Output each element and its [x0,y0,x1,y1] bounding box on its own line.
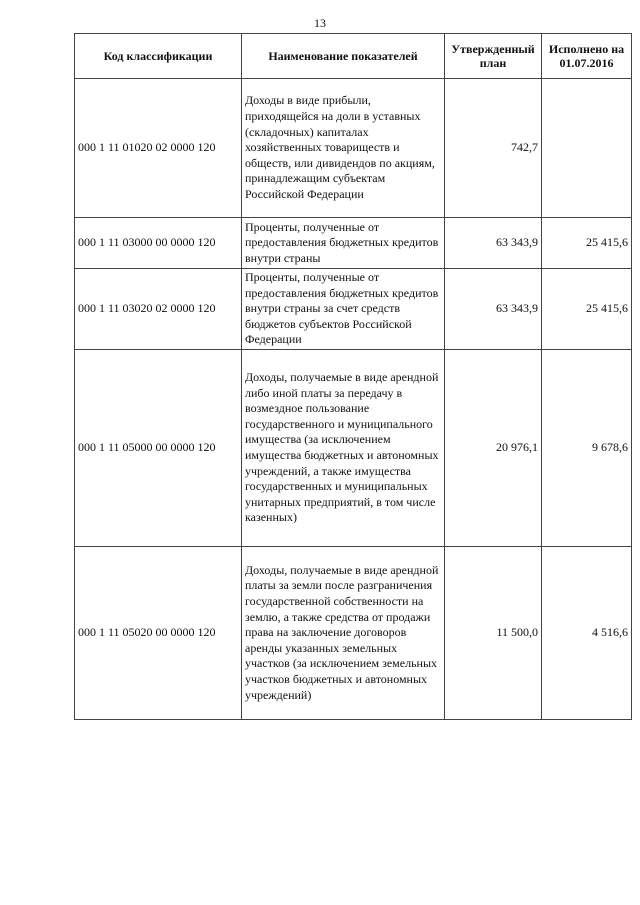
row-executed [542,79,632,218]
row-executed: 25 415,6 [542,218,632,269]
page-number: 13 [314,16,326,30]
row-code: 000 1 11 03000 00 0000 120 [75,218,242,269]
row-code: 000 1 11 01020 02 0000 120 [75,79,242,218]
header-executed: Исполнено на 01.07.2016 [542,34,632,79]
row-plan: 20 976,1 [445,349,542,546]
row-executed: 9 678,6 [542,349,632,546]
header-name: Наименование показателей [242,34,445,79]
row-plan: 63 343,9 [445,269,542,350]
row-name: Доходы, получаемые в виде арендной платы за земли после разграничения государственной собственности на землю, а также средства от продажи права на заключение договоров аренды указанных земельных участков (за исключением земельных участков бюджетных и автономных учреждений) [242,546,445,719]
table-row [75,269,632,350]
row-executed: 4 516,6 [542,546,632,719]
table-row [75,79,632,218]
revenue-table [74,33,632,720]
row-code: 000 1 11 03020 02 0000 120 [75,269,242,350]
row-plan: 742,7 [445,79,542,218]
row-plan: 11 500,0 [445,546,542,719]
header-plan: Утвержденный план [445,34,542,79]
row-plan: 63 343,9 [445,218,542,269]
table-row [75,218,632,269]
table-row [75,546,632,719]
row-name: Доходы в виде прибыли, приходящейся на доли в уставных (складочных) капиталах хозяйственных товариществ и обществ, или дивидендов по акциям, принадлежащим субъектам Российской Федерации [242,79,445,218]
table-header-row [75,34,632,79]
row-name: Проценты, полученные от предоставления бюджетных кредитов внутри страны [242,218,445,269]
header-code: Код классификации [75,34,242,79]
row-code: 000 1 11 05000 00 0000 120 [75,349,242,546]
row-name: Доходы, получаемые в виде арендной либо иной платы за передачу в возмездное пользование государственного и муниципального имущества (за исключением имущества бюджетных и автономных учреждений, а также имущества государственных и муниципальных унитарных предприятий, в том числе казенных) [242,349,445,546]
row-name: Проценты, полученные от предоставления бюджетных кредитов внутри страны за счет средств бюджетов субъектов Российской Федерации [242,269,445,350]
row-executed: 25 415,6 [542,269,632,350]
row-code: 000 1 11 05020 00 0000 120 [75,546,242,719]
table-row [75,349,632,546]
